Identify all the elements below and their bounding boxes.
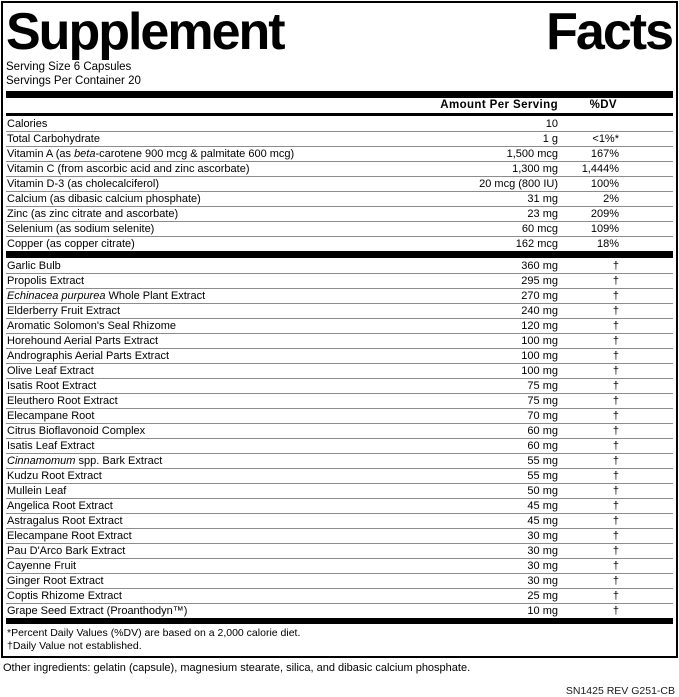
ingredient-name: Isatis Root Extract xyxy=(7,380,97,392)
ingredient-name: Elderberry Fruit Extract xyxy=(7,305,121,317)
table-row xyxy=(6,438,673,453)
percent-dv-value: 1,444% xyxy=(581,163,619,175)
table-row xyxy=(6,408,673,423)
amount-per-serving-value: 23 mg xyxy=(527,208,558,220)
ingredient-name: Cinnamomum spp. Bark Extract xyxy=(7,455,163,467)
ingredient-name: Total Carbohydrate xyxy=(7,133,100,145)
table-row xyxy=(6,453,673,468)
ingredient-name: Ginger Root Extract xyxy=(7,575,104,587)
ingredient-name: Grape Seed Extract (Proanthodyn™) xyxy=(7,605,188,617)
percent-dv-value: † xyxy=(612,275,619,287)
column-header-amount: Amount Per Serving xyxy=(440,99,558,111)
column-header-row xyxy=(6,98,673,113)
table-row xyxy=(6,161,673,176)
facts-label-box xyxy=(1,1,678,658)
table-row xyxy=(6,603,673,618)
amount-per-serving-value: 31 mg xyxy=(527,193,558,205)
table-row xyxy=(6,468,673,483)
table-row xyxy=(6,588,673,603)
amount-per-serving-value: 240 mg xyxy=(521,305,558,317)
amount-per-serving-value: 20 mcg (800 IU) xyxy=(479,178,558,190)
amount-per-serving-value: 120 mg xyxy=(521,320,558,332)
ingredient-name: Selenium (as sodium selenite) xyxy=(7,223,155,235)
ingredient-name: Mullein Leaf xyxy=(7,485,67,497)
amount-per-serving-value: 270 mg xyxy=(521,290,558,302)
table-row xyxy=(6,333,673,348)
table-row xyxy=(6,206,673,221)
amount-per-serving-value: 70 mg xyxy=(527,410,558,422)
amount-per-serving-value: 60 mcg xyxy=(521,223,558,235)
percent-dv-value: † xyxy=(612,515,619,527)
table-row xyxy=(6,176,673,191)
amount-per-serving-value: 100 mg xyxy=(521,335,558,347)
percent-dv-value: 100% xyxy=(590,178,619,190)
table-row xyxy=(6,423,673,438)
percent-dv-value: † xyxy=(612,470,619,482)
table-row xyxy=(6,363,673,378)
footnotes-block xyxy=(6,624,673,656)
ingredient-name: Vitamin C (from ascorbic acid and zinc ascorbate) xyxy=(7,163,250,175)
amount-per-serving-value: 10 mg xyxy=(527,605,558,617)
ingredient-name: Olive Leaf Extract xyxy=(7,365,94,377)
percent-dv-value: † xyxy=(612,259,619,272)
percent-dv-value: † xyxy=(612,290,619,302)
amount-per-serving-value: 1 g xyxy=(542,133,558,145)
ingredient-name: Coptis Rhizome Extract xyxy=(7,590,122,602)
column-header-spacer xyxy=(6,98,423,113)
table-row xyxy=(6,483,673,498)
divider-bar-top xyxy=(6,91,673,98)
percent-dv-value: † xyxy=(612,530,619,542)
percent-dv-value: 18% xyxy=(596,238,619,250)
ingredient-name: Vitamin A (as beta-carotene 900 mcg & palmitate 600 mcg) xyxy=(7,148,295,160)
percent-dv-value: † xyxy=(612,605,619,617)
percent-dv-value: † xyxy=(612,440,619,452)
ingredient-name: Isatis Leaf Extract xyxy=(7,440,95,452)
servings-per-container-text: Servings Per Container 20 xyxy=(6,74,141,87)
amount-per-serving-value: 360 mg xyxy=(521,259,558,272)
table-row xyxy=(6,191,673,206)
product-code-text: SN1425 REV G251-CB xyxy=(565,685,675,697)
ingredient-name: Copper (as copper citrate) xyxy=(7,238,135,250)
percent-dv-value: † xyxy=(612,320,619,332)
percent-dv-value: † xyxy=(612,485,619,497)
percent-dv-value: 209% xyxy=(590,208,619,220)
percent-dv-value: † xyxy=(612,545,619,557)
table-row xyxy=(6,513,673,528)
ingredient-name: Angelica Root Extract xyxy=(7,500,113,512)
percent-dv-value: † xyxy=(612,425,619,437)
ingredient-name: Aromatic Solomon's Seal Rhizome xyxy=(7,320,177,332)
herbals-table xyxy=(6,258,673,618)
ingredient-name: Calories xyxy=(7,117,48,130)
ingredient-name: Calcium (as dibasic calcium phosphate) xyxy=(7,193,201,205)
table-row xyxy=(6,543,673,558)
ingredient-name: Cayenne Fruit xyxy=(7,560,77,572)
footnote-percent-dv: *Percent Daily Values (%DV) are based on a 2,000 calorie diet. xyxy=(7,627,301,639)
percent-dv-value: † xyxy=(612,410,619,422)
percent-dv-value: † xyxy=(612,335,619,347)
ingredient-name: Zinc (as zinc citrate and ascorbate) xyxy=(7,208,179,220)
amount-per-serving-value: 295 mg xyxy=(521,275,558,287)
amount-per-serving-value: 162 mcg xyxy=(515,238,558,250)
table-row xyxy=(6,221,673,236)
percent-dv-value: † xyxy=(612,590,619,602)
ingredient-name: Elecampane Root Extract xyxy=(7,530,132,542)
amount-per-serving-value: 60 mg xyxy=(527,425,558,437)
amount-per-serving-value: 75 mg xyxy=(527,380,558,392)
ingredient-name: Eleuthero Root Extract xyxy=(7,395,118,407)
amount-per-serving-value: 30 mg xyxy=(527,530,558,542)
ingredient-name: Echinacea purpurea Whole Plant Extract xyxy=(7,290,206,302)
panel-title-word-facts: Facts xyxy=(546,3,672,61)
table-row xyxy=(6,303,673,318)
percent-dv-value: † xyxy=(612,365,619,377)
percent-dv-value: 2% xyxy=(603,193,619,205)
ingredient-name: Vitamin D-3 (as cholecalciferol) xyxy=(7,178,160,190)
amount-per-serving-value: 1,300 mg xyxy=(512,163,558,175)
ingredient-name: Citrus Bioflavonoid Complex xyxy=(7,425,146,437)
ingredient-name: Astragalus Root Extract xyxy=(7,515,123,527)
percent-dv-value: † xyxy=(612,305,619,317)
percent-dv-value: † xyxy=(612,500,619,512)
table-row xyxy=(6,273,673,288)
percent-dv-value: † xyxy=(612,380,619,392)
percent-dv-value: † xyxy=(612,560,619,572)
percent-dv-value: <1%* xyxy=(592,133,619,145)
table-row xyxy=(6,146,673,161)
table-row xyxy=(6,378,673,393)
amount-per-serving-value: 45 mg xyxy=(527,500,558,512)
percent-dv-value: † xyxy=(612,455,619,467)
amount-per-serving-value: 55 mg xyxy=(527,455,558,467)
amount-per-serving-value: 25 mg xyxy=(527,590,558,602)
serving-size-text: Serving Size 6 Capsules xyxy=(6,61,132,73)
supplement-facts-panel xyxy=(0,1,679,696)
amount-per-serving-value: 45 mg xyxy=(527,515,558,527)
ingredient-name: Andrographis Aerial Parts Extract xyxy=(7,350,170,362)
table-row xyxy=(6,393,673,408)
ingredient-name: Horehound Aerial Parts Extract xyxy=(7,335,159,347)
amount-per-serving-value: 30 mg xyxy=(527,545,558,557)
ingredient-name: Kudzu Root Extract xyxy=(7,470,102,482)
percent-dv-value: † xyxy=(612,350,619,362)
panel-title-word-supplement: Supplement xyxy=(6,3,284,61)
column-header-dv: %DV xyxy=(589,99,617,111)
divider-bar-middle xyxy=(6,251,673,258)
table-row xyxy=(6,558,673,573)
amount-per-serving-value: 75 mg xyxy=(527,395,558,407)
amount-per-serving-value: 50 mg xyxy=(527,485,558,497)
amount-per-serving-value: 60 mg xyxy=(527,440,558,452)
table-row xyxy=(6,236,673,251)
amount-per-serving-value: 1,500 mcg xyxy=(506,148,558,160)
table-row xyxy=(6,318,673,333)
ingredient-name: Elecampane Root xyxy=(7,410,95,422)
ingredient-name: Pau D'Arco Bark Extract xyxy=(7,545,126,557)
amount-per-serving-value: 55 mg xyxy=(527,470,558,482)
percent-dv-value: 109% xyxy=(590,223,619,235)
other-ingredients-text: Other ingredients: gelatin (capsule), magnesium stearate, silica, and dibasic calcium phosphate. xyxy=(3,662,471,674)
table-row xyxy=(6,498,673,513)
amount-per-serving-value: 100 mg xyxy=(521,350,558,362)
amount-per-serving-value: 30 mg xyxy=(527,575,558,587)
table-row xyxy=(6,116,673,131)
footnote-daily-value: †Daily Value not established. xyxy=(7,639,142,652)
table-row xyxy=(6,131,673,146)
table-row xyxy=(6,288,673,303)
table-row xyxy=(6,258,673,273)
percent-dv-value: † xyxy=(612,395,619,407)
table-row xyxy=(6,528,673,543)
amount-per-serving-value: 100 mg xyxy=(521,365,558,377)
amount-per-serving-value: 30 mg xyxy=(527,560,558,572)
table-row xyxy=(6,573,673,588)
panel-title xyxy=(6,5,672,59)
ingredient-name: Garlic Bulb xyxy=(7,259,61,272)
ingredient-name: Propolis Extract xyxy=(7,275,85,287)
percent-dv-value: † xyxy=(612,575,619,587)
percent-dv-value: 167% xyxy=(590,148,619,160)
nutrients-table xyxy=(6,116,673,251)
amount-per-serving-value: 10 xyxy=(545,117,558,130)
table-row xyxy=(6,348,673,363)
